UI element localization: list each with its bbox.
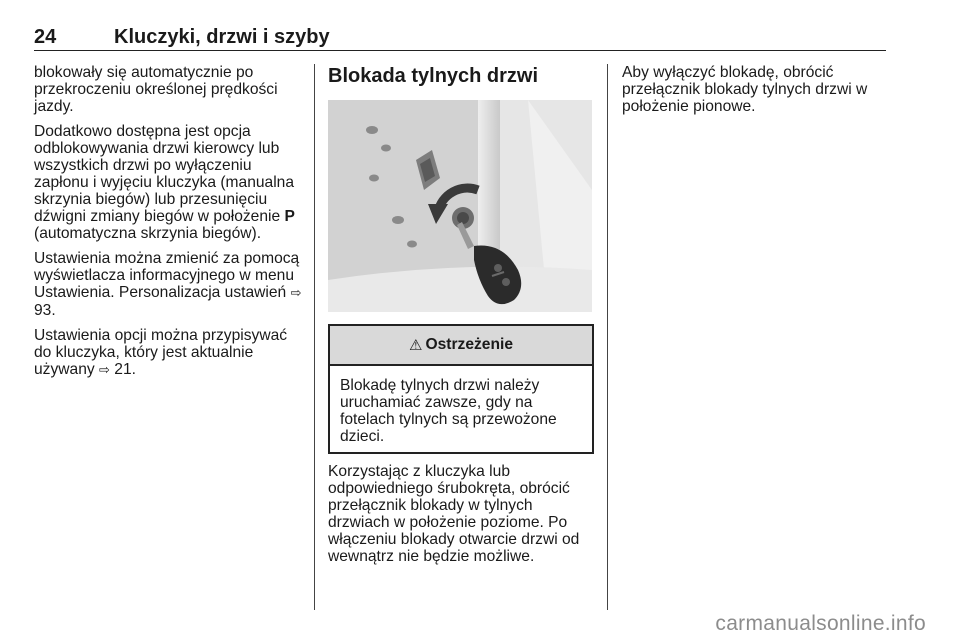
chapter-title: Kluczyki, drzwi i szyby: [114, 26, 330, 48]
warning-heading: [330, 326, 592, 366]
child-lock-illustration: [328, 100, 592, 312]
page-number: 24: [34, 26, 57, 48]
section-title: Blokada tylnych drzwi: [328, 65, 539, 87]
column-left: [34, 64, 306, 387]
page-reference-link[interactable]: 21.: [114, 361, 136, 378]
warning-heading-label: Ostrzeżenie: [425, 336, 513, 353]
page-header: [34, 26, 886, 51]
paragraph: Ustawienia można zmienić za pomocą wyświetlacza informacyjnego w menu Ustawienia. Personalizacja ustawień ⇨ 93.: [34, 250, 302, 319]
watermark: carmanualsonline.info: [715, 612, 926, 635]
warning-box: [328, 324, 594, 454]
page-reference-link[interactable]: 93.: [34, 302, 56, 319]
paragraph: Korzystając z kluczyka lub odpowiedniego śrubokręta, obrócić przełącznik blokady w tylnych drzwiach w położenie poziome. Po włączeniu blokady otwarcie drzwi od wewnątrz nie będzie możliwe.: [328, 463, 580, 565]
page-reference-icon: ⇨: [290, 286, 302, 301]
paragraph: Dodatkowo dostępna jest opcja odblokowywania drzwi kierowcy lub wszystkich drzwi po wyłączeniu zapłonu i wyjęciu kluczyka (manualna skrzynia biegów) lub przesunięciu dźwigni zmiany biegów w położenie P (automatyczna skrzynia biegów).: [34, 123, 295, 242]
warning-triangle-icon: ⚠: [409, 337, 423, 354]
paragraph: blokowały się automatycznie po przekroczeniu określonej prędkości jazdy.: [34, 64, 278, 115]
column-middle: [328, 64, 594, 88]
column-divider: [314, 64, 315, 610]
paragraph: Aby wyłączyć blokadę, obrócić przełącznik blokady tylnych drzwi w położenie pionowe.: [622, 64, 868, 115]
column-divider: [607, 64, 608, 610]
paragraph: Ustawienia opcji można przypisywać do kluczyka, który jest aktualnie używany ⇨ 21.: [34, 327, 288, 378]
column-right: [622, 64, 886, 123]
warning-text: Blokadę tylnych drzwi należy uruchamiać zawsze, gdy na fotelach tylnych są przewożone dzieci.: [340, 377, 557, 445]
page-reference-icon: ⇨: [99, 363, 110, 378]
gear-position-label: P: [284, 208, 295, 225]
